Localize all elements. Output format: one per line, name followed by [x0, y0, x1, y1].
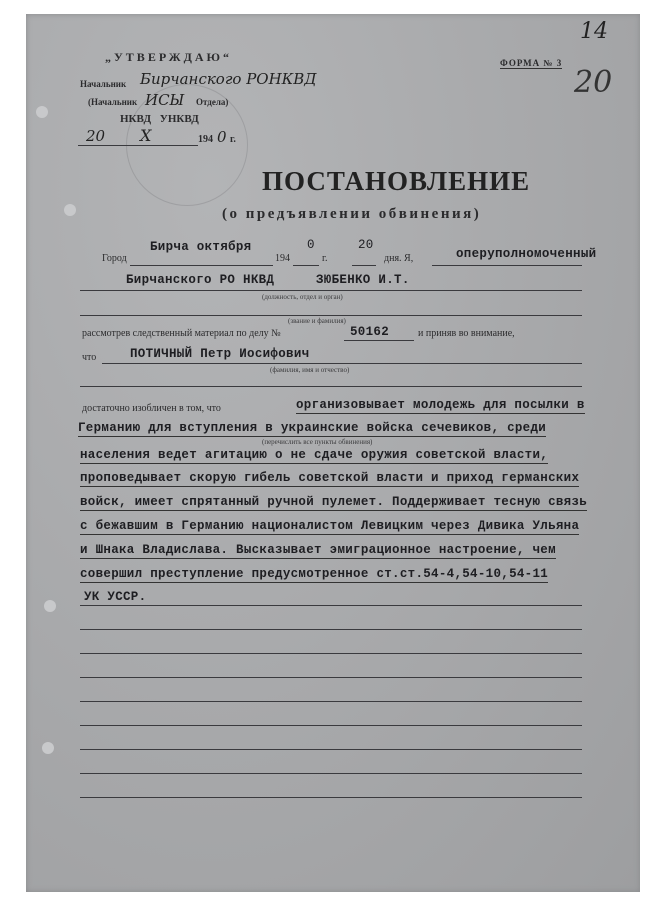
charge-line: Германию для вступления в украинские войска сечевиков, среди [78, 421, 547, 435]
document-title: ПОСТАНОВЛЕНИЕ [262, 166, 531, 196]
punch-hole [64, 204, 76, 216]
officer-name-value: ЗЮБЕНКО И.Т. [316, 273, 410, 287]
case-number: 50162 [350, 325, 390, 339]
charge-line: УК УССР. [84, 590, 147, 604]
page-number-handwritten: 14 [580, 19, 608, 44]
date-line [78, 145, 198, 146]
charge-line: войск, имеет спрятанный ручной пулемет. Поддерживает тесную связь [80, 495, 588, 509]
charge-line: проповедывает скорую гибель советской власти и приход германских [80, 471, 580, 485]
dept-label-right: Отдела) [196, 97, 229, 107]
blank-line [80, 605, 582, 606]
charge-line: и Шнака Владислава. Высказывает эмиграционное настроение, чем [80, 543, 556, 557]
position-caption: (должность, отдел и орган) [262, 293, 343, 301]
blank-line [80, 725, 582, 726]
reviewed-suffix: и приняв во внимание, [418, 328, 515, 339]
accused-line [102, 363, 582, 364]
approval-year-suffix: г. [230, 134, 236, 145]
officer-line [432, 265, 582, 266]
charge-line: с бежавшим в Германию националистом Левицким через Дивика Ульяна [80, 519, 580, 533]
year-suffix: г. [322, 253, 328, 264]
city-label: Город [102, 253, 127, 264]
blank-line [80, 701, 582, 702]
rank-caption: (звание и фамилия) [288, 317, 346, 325]
that-label: что [82, 352, 97, 363]
chief-handwritten: Бирчанского РОНКВД [140, 70, 317, 88]
case-line [344, 340, 414, 341]
rank-line [80, 315, 582, 316]
city-line [130, 265, 273, 266]
approval-month: X [140, 126, 152, 145]
position-line [80, 290, 582, 291]
charge-line: совершил преступление предусмотренное ст.ст.54-4,54-10,54-11 [80, 567, 549, 581]
org-label: НКВД УНКВД [120, 113, 199, 125]
punch-hole [42, 742, 54, 754]
officer-value: оперуполномоченный [456, 247, 597, 261]
blank-line [80, 749, 582, 750]
approval-day: 20 [86, 127, 106, 145]
blank-line [80, 386, 582, 387]
city-value: Бирча октября [150, 240, 252, 254]
charge-line: населения ведет агитацию о не сдаче оружия советской власти, [80, 448, 549, 462]
dept-label-left: (Начальник [88, 97, 138, 107]
blank-line [80, 629, 582, 630]
blank-line [80, 677, 582, 678]
blank-line [80, 773, 582, 774]
form-number-label: ФОРМА № 3 [500, 58, 563, 68]
approval-year-hand: 0 [217, 128, 227, 146]
blank-line [80, 653, 582, 654]
document-subtitle: (о предъявлении обвинения) [222, 206, 482, 222]
year-prefix: 194 [275, 253, 290, 264]
form-hand-mark: 20 [574, 65, 613, 100]
dept-handwritten: ИСЫ [145, 91, 185, 109]
day-value: 20 [358, 238, 374, 252]
punch-hole [36, 106, 48, 118]
day-line [352, 265, 376, 266]
charge-line: организовывает молодежь для посылки в [296, 398, 585, 412]
year-value: 0 [307, 238, 315, 252]
approval-heading: „УТВЕРЖДАЮ“ [105, 50, 233, 64]
charges-caption: (перечислить все пункты обвинения) [262, 438, 373, 446]
blank-line [80, 797, 582, 798]
chief-label: Начальник [80, 79, 127, 89]
reviewed-label: рассмотрев следственный материал по делу № [82, 328, 281, 339]
evidence-label: достаточно изобличен в том, что [82, 403, 221, 414]
position-value: Бирчанского РО НКВД [126, 273, 275, 287]
accused-name: ПОТИЧНЫЙ Петр Иосифович [130, 347, 310, 361]
approval-year-prefix: 194 [198, 134, 213, 145]
year-line [293, 265, 319, 266]
day-label: дня. Я, [384, 253, 414, 264]
accused-caption: (фамилия, имя и отчество) [270, 366, 350, 374]
punch-hole [44, 600, 56, 612]
